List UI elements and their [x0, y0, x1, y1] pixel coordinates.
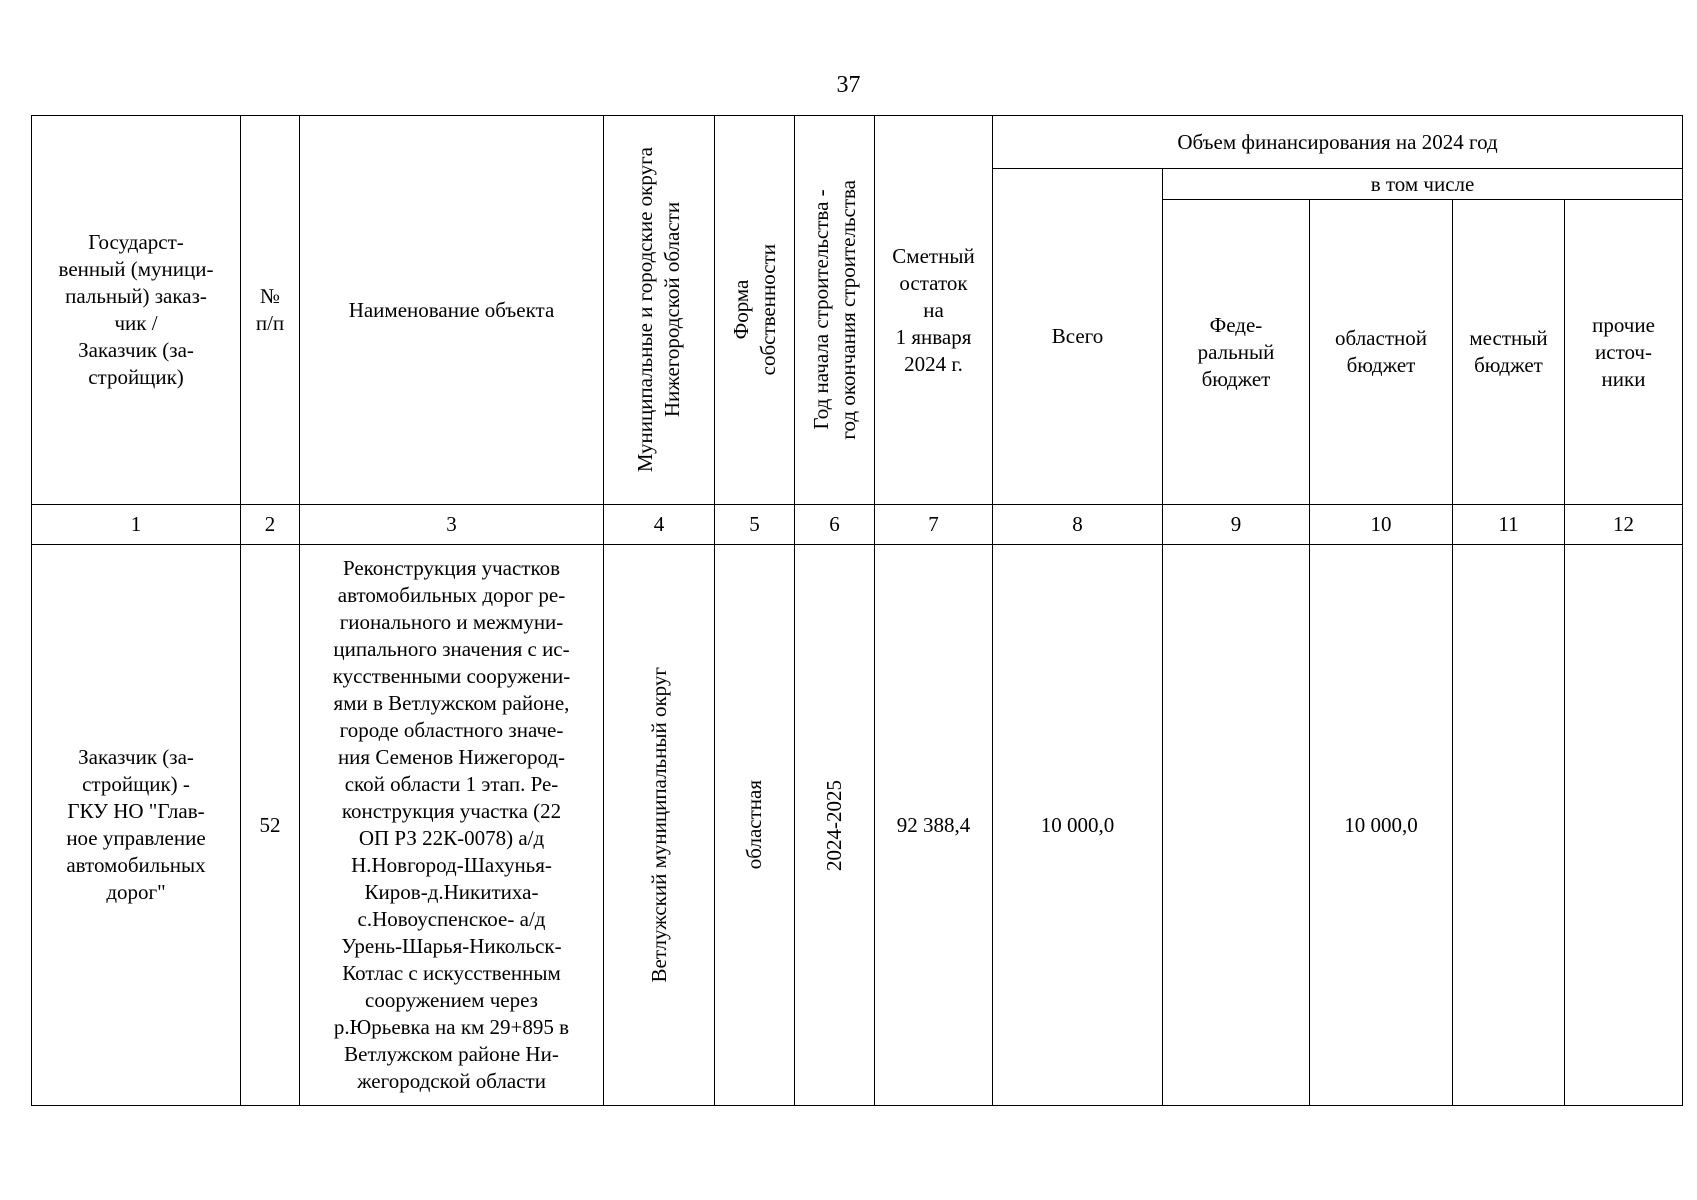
column-numbers-row	[32, 505, 1683, 545]
column-number: 4	[604, 505, 715, 545]
header-other-sources: прочие источ- ники	[1565, 200, 1683, 505]
header-years: Год начала строительства - год окончания строительства	[795, 116, 875, 505]
column-number: 5	[715, 505, 795, 545]
column-number: 2	[241, 505, 300, 545]
header-total: Всего	[993, 169, 1163, 505]
financing-table	[31, 115, 1683, 1106]
cell-federal-budget	[1163, 545, 1310, 1106]
table-row	[32, 545, 1683, 1106]
header-object-name: Наименование объекта	[300, 116, 604, 505]
header-including: в том числе	[1163, 169, 1683, 200]
column-number: 1	[32, 505, 241, 545]
cell-object-name: Реконструкция участков автомобильных дорог ре- гионального и межмуни- ципального значения с ис- кусственными сооружени- ями в Ветлужском районе, городе областного значе- ния Семенов Нижегород- ской области 1 этап. Ре- конструкция участка (22 ОП РЗ 22К-0078) а/д Н.Новгород-Шахунья- Киров-д.Никитиха- с.Новоуспенское- а/д Урень-Шарья-Никольск- Котлас с искусственным сооружением через р.Юрьевка на км 29+895 в Ветлужском районе Ни- жегородской области	[300, 545, 604, 1106]
column-number: 3	[300, 505, 604, 545]
column-number: 8	[993, 505, 1163, 545]
page-number: 37	[836, 72, 861, 98]
header-estimated-balance: Сметный остаток на 1 января 2024 г.	[875, 116, 993, 505]
header-local-budget: местный бюджет	[1453, 200, 1565, 505]
cell-municipal-district: Ветлужский муниципальный округ	[604, 545, 715, 1106]
header-customer: Государст- венный (муници- пальный) заказ- чик / Заказчик (за- стройщик)	[32, 116, 241, 505]
cell-regional-budget: 10 000,0	[1310, 545, 1453, 1106]
column-number: 7	[875, 505, 993, 545]
cell-local-budget	[1453, 545, 1565, 1106]
column-number: 10	[1310, 505, 1453, 545]
column-number: 6	[795, 505, 875, 545]
column-number: 9	[1163, 505, 1310, 545]
header-regional-budget: областной бюджет	[1310, 200, 1453, 505]
header-municipal-district: Муниципальные и городские округа Нижегородской области	[604, 116, 715, 505]
header-federal-budget: Феде- ральный бюджет	[1163, 200, 1310, 505]
cell-customer: Заказчик (за- стройщик) - ГКУ НО "Глав- ное управление автомобильных дорог"	[32, 545, 241, 1106]
cell-ownership: областная	[715, 545, 795, 1106]
header-ownership: Форма собственности	[715, 116, 795, 505]
header-funding: Объем финансирования на 2024 год	[993, 116, 1683, 169]
cell-estimated-balance: 92 388,4	[875, 545, 993, 1106]
cell-number: 52	[241, 545, 300, 1106]
cell-years: 2024-2025	[795, 545, 875, 1106]
cell-total: 10 000,0	[993, 545, 1163, 1106]
cell-other-sources	[1565, 545, 1683, 1106]
header-number: № п/п	[241, 116, 300, 505]
column-number: 12	[1565, 505, 1683, 545]
column-number: 11	[1453, 505, 1565, 545]
